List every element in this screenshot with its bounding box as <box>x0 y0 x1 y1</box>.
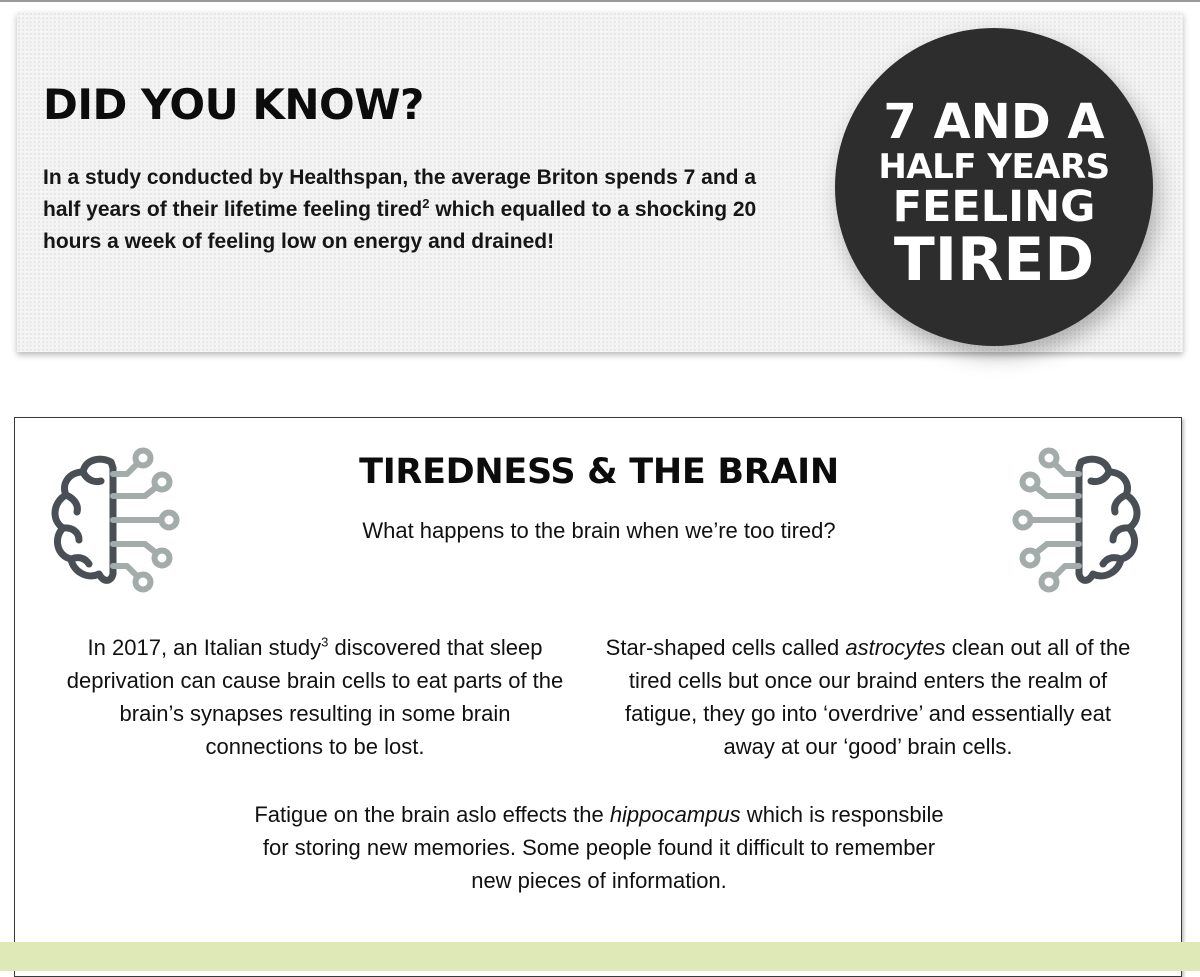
did-you-know-heading: DID YOU KNOW? <box>43 80 424 129</box>
italian-study-paragraph <box>65 631 565 763</box>
astrocytes-term: astrocytes <box>845 635 946 660</box>
did-you-know-text <box>43 162 763 258</box>
section-subtitle: What happens to the brain when we’re too tired? <box>362 518 836 543</box>
did-you-know-text-part2: which equalled to a shocking 20 hours a week of feeling low on energy and drained! <box>43 198 757 253</box>
badge-line-2: HALF YEARS <box>878 147 1110 187</box>
tired-years-badge <box>835 28 1153 346</box>
top-divider <box>0 0 1200 2</box>
astrocytes-text-part1: Star-shaped cells called <box>605 635 846 660</box>
hippocampus-term: hippocampus <box>609 802 741 827</box>
bottom-accent-strip <box>0 942 1200 971</box>
badge-line-3: FEELING <box>892 182 1096 232</box>
badge-line-1: 7 AND A <box>883 94 1105 150</box>
italian-study-text-part2: discovered that sleep deprivation can cause brain cells to eat parts of the brain’s synapses resulting in some brain connections to be lost. <box>66 635 564 759</box>
astrocytes-paragraph <box>603 631 1133 763</box>
footnote-3: 3 <box>321 634 329 650</box>
italian-study-text-part1: In 2017, an Italian study <box>87 635 322 660</box>
tiredness-brain-card <box>14 417 1182 977</box>
badge-line-4: TIRED <box>893 225 1095 295</box>
hippocampus-text-part1: Fatigue on the brain aslo effects the <box>254 802 610 827</box>
section-title: TIREDNESS & THE BRAIN <box>359 452 839 492</box>
did-you-know-text-part1: In a study conducted by Healthspan, the average Briton spends 7 and a half years of their lifetime feeling tired <box>43 166 756 221</box>
hippocampus-text-part2: which is responsbile for storing new memories. Some people found it difficult to remember new pieces of information. <box>262 802 944 893</box>
astrocytes-text-part2: clean out all of the tired cells but once our braind enters the realm of fatigue, they go into ‘overdrive’ and essentially eat away at our ‘good’ brain cells. <box>625 635 1131 759</box>
footnote-2: 2 <box>422 196 430 211</box>
hippocampus-paragraph <box>249 798 949 897</box>
